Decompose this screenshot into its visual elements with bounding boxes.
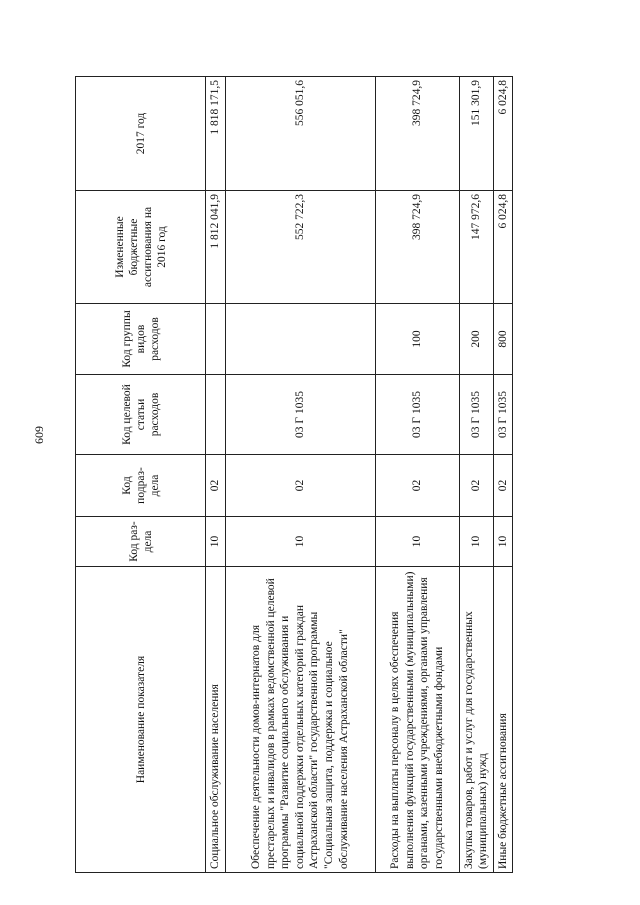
table-row <box>493 77 513 873</box>
row-2016: 552 722,3 <box>225 191 375 304</box>
header-2016: Измененные бюджетные ассигнования на 2016 год <box>76 191 206 304</box>
row-2017: 556 051,6 <box>225 77 375 191</box>
row-subsection: 02 <box>375 455 459 517</box>
row-group: 100 <box>375 304 459 375</box>
header-2017: 2017 год <box>76 77 206 191</box>
row-section: 10 <box>206 517 226 567</box>
row-2016: 398 724,9 <box>375 191 459 304</box>
row-subsection: 02 <box>493 455 513 517</box>
row-2017: 398 724,9 <box>375 77 459 191</box>
row-name: Социальное обслуживание населения <box>206 567 226 873</box>
header-name: Наименование показателя <box>76 567 206 873</box>
row-2016: 1 812 041,9 <box>206 191 226 304</box>
row-name: Иные бюджетные ассигнования <box>493 567 513 873</box>
row-2017: 151 301,9 <box>459 77 493 191</box>
row-target: 03 Г 1035 <box>459 375 493 455</box>
row-group <box>206 304 226 375</box>
row-section: 10 <box>375 517 459 567</box>
row-section: 10 <box>459 517 493 567</box>
page-number: 609 <box>32 426 46 444</box>
header-group: Код группы видов расходов <box>76 304 206 375</box>
row-subsection: 02 <box>206 455 226 517</box>
row-group: 800 <box>493 304 513 375</box>
row-2016: 6 024,8 <box>493 191 513 304</box>
row-section: 10 <box>225 517 375 567</box>
row-section: 10 <box>493 517 513 567</box>
header-target: Код целевой статьи расходов <box>76 375 206 455</box>
table-row <box>225 77 375 873</box>
row-target: 03 Г 1035 <box>493 375 513 455</box>
row-target: 03 Г 1035 <box>375 375 459 455</box>
budget-table-rotated <box>75 77 510 873</box>
table-row <box>459 77 493 873</box>
row-group: 200 <box>459 304 493 375</box>
table-row <box>206 77 226 873</box>
table-header-row <box>76 77 206 873</box>
row-name: Закупка товаров, работ и услуг для государственных (муниципальных) нужд <box>459 567 493 873</box>
budget-table <box>75 76 513 873</box>
row-name: Обеспечение деятельности домов-интернатов для престарелых и инвалидов в рамках ведомственной целевой программы "Развитие социального обслуживания и социальной поддержки отдельных категорий граждан Астраханской области" государственной программы "Социальная защита, поддержка и социальное обслуживание населения Астраханской области" <box>225 567 375 873</box>
row-2016: 147 972,6 <box>459 191 493 304</box>
header-subsection: Код подраз-дела <box>76 455 206 517</box>
row-target <box>206 375 226 455</box>
row-2017: 6 024,8 <box>493 77 513 191</box>
header-section: Код раз-дела <box>76 517 206 567</box>
row-subsection: 02 <box>459 455 493 517</box>
row-name: Расходы на выплаты персоналу в целях обеспечения выполнения функций государственными (муниципальными) органами, казенными учреждениями, органами управления государственными внебюджетными фондами <box>375 567 459 873</box>
table-row <box>375 77 459 873</box>
row-2017: 1 818 171,5 <box>206 77 226 191</box>
row-subsection: 02 <box>225 455 375 517</box>
row-target: 03 Г 1035 <box>225 375 375 455</box>
row-group <box>225 304 375 375</box>
